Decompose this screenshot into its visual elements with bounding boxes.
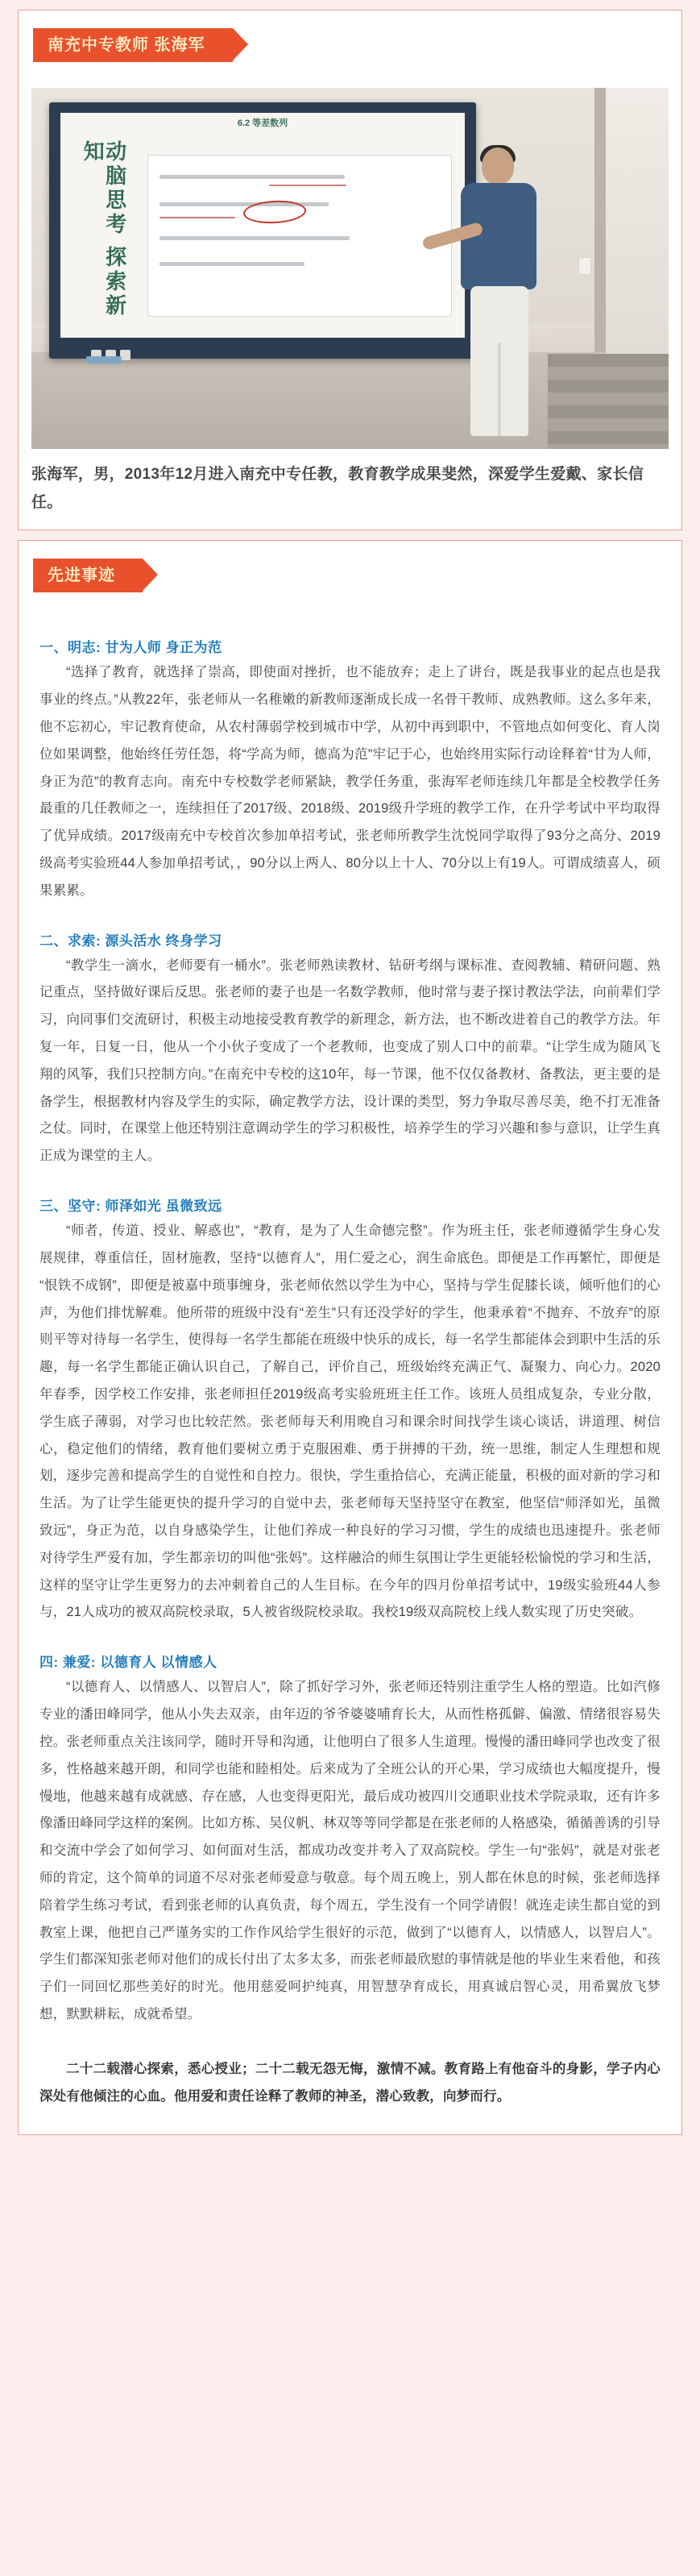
- slide-title: 6.2 等差数列: [237, 118, 288, 128]
- board-pen-tray: [86, 356, 122, 364]
- deeds-article: [19, 607, 681, 2134]
- title-ribbon-wrap: [19, 10, 681, 77]
- closing-paragraph: 二十二载潜心探索，悉心授业；二十二载无怨无悔，激情不减。教育路上有他奋斗的身影，学子内心深处有他倾注的心血。他用爱和责任诠释了教师的神圣，潜心致教，向梦而行。: [39, 2061, 661, 2104]
- photo-caption: 张海军，男，2013年12月进入南充中专任教，教育教学成果斐然，深爱学生爱戴、家长信任。: [31, 466, 644, 512]
- teacher-figure: [451, 147, 548, 449]
- teacher-head: [482, 147, 514, 185]
- profile-card: [18, 10, 682, 530]
- photo-stairs: [548, 354, 669, 449]
- deeds-ribbon-wrap: [19, 541, 681, 607]
- deeds-section-ribbon: 先进事迹: [33, 559, 143, 592]
- photo-block: [19, 77, 681, 530]
- section-heading-4: 四: 兼爱: 以德育人 以情感人: [39, 1655, 217, 1671]
- section-paragraph-3: “师者，传道、授业、解惑也”，“教育，是为了人生命德完整”。作为班主任，张老师遵循学生身心发展规律，尊重信任，固材施教，坚持“以德育人”，用仁爱之心，润生命底色。即便是工作再繁忙，即便是“恨铁不成钢”，即便是被嘉中琐事缠身，张老师依然以学生为中心，坚持与学生促膝长谈，倾听他们的心声，为他们排忧解难。他所带的班级中没有“差生”只有还没学好的学生，他秉承着“不抛弃、不放弃”的原则平等对待每一名学生，使得每一名学生都能在班级中快乐的成长，每一名学生都能体会到职中生活的乐趣，每一名学生都能正确认识自己，了解自己，评价自己，班级始终充满正气、凝聚力、向心力。2020年春季，因学校工作安排，张老师担任2019级高考实验班班主任工作。该班人员组成复杂，专业分散，学生底子薄弱，对学习也比较茫然。张老师每天利用晚自习和课余时间找学生谈心谈话，讲道理、树信心，稳定他们的情绪，教育他们要树立勇于克服困难、勇于拼搏的干劲，统一思维，制定人生理想和规划，逐步完善和提高学生的自觉性和自控力。很快，学生重拾信心，充满正能量，积极的面对新的学习和生活。为了让学生能更快的提升学习的自觉中去，张老师每天坚持坚守在教室，他坚信“师泽如光，虽微致远”，身正为范，以自身感染学生，让他们养成一种良好的学习习惯，学生的成绩也迅速提升。张老师对待学生严爱有加，学生都亲切的叫他“张妈”。这样融洽的师生氛围让学生更能轻松愉悦的学习和生活，这样的坚守让学生更努力的去冲刺着自己的人生目标。在今年的四月份单招考试中，19级实验班44人参与，21人成功的被双高院校录取，5人被省级院校录取。我校19级双高院校上线人数实现了历史突破。: [39, 1224, 661, 1620]
- section-heading-3: 三、坚守: 师泽如光 虽微致远: [39, 1199, 222, 1215]
- section-paragraph-1: “选择了教育，就选择了崇高，即使面对挫折，也不能放弃；走上了讲台，既是我事业的起点也是我事业的终点。”从教22年，张老师从一名稚嫩的新教师逐渐成长成一名骨干教师、成熟教师。这么多年来，他不忘初心，牢记教育使命，从农村薄弱学校到城市中学，从初中再到职中，不管地点如何变化、育人岗位如果调整，他始终任劳任怨，将“学高为师，德高为范”牢记于心，也始终用实际行动诠释着“甘为人师，身正为范”的教育志向。南充中专校数学老师紧缺，教学任务重，张海军老师连续几年都是全校教学任务最重的几任教师之一，连续担任了2017级、2018级、2019级升学班的教学工作，在升学考试中平均取得了优异成绩。2017级南充中专校首次参加单招考试，张老师所教学生沈悦同学取得了93分之高分、2019级高考实验班44人参加单招考试，，90分以上两人、80分以上十人、70分以上有19人。可谓成绩喜人，硕果累累。: [39, 665, 661, 898]
- teacher-trousers: [470, 286, 528, 436]
- slide-text-panel: [147, 155, 452, 317]
- slide-text-line: [159, 262, 304, 266]
- slide-vertical-heading: 动脑思考 探索新知: [81, 140, 127, 319]
- photo-door: [606, 88, 669, 372]
- classroom-photo: [31, 88, 669, 449]
- slide-underline: [269, 185, 346, 186]
- slide-underline: [159, 217, 235, 218]
- section-paragraph-2: “教学生一滴水，老师要有一桶水”。张老师熟读教材、钻研考纲与课标准、查阅教辅、精研问题、熟记重点，坚持做好课后反思。张老师的妻子也是一名数学教师，他时常与妻子探讨教法学法，向前辈们学习，向同事们交流研讨，积极主动地接受教育教学的新理念，新方法，也不断改进着自己的教学方法。年复一年，日复一日，他从一个小伙子变成了一个老教师，也变成了别人口中的前辈。“让学生成为随风飞翔的风筝，我们只控制方向。”在南充中专校的这10年，每一节课，他不仅仅备教材、备教法，更主要的是备学生，根据教材内容及学生的实际，确定教学方法，设计课的类型，努力争取尽善尽美，绝不打无准备之仗。同时，在课堂上他还特别注意调动学生的学习积极性，培养学生的学习兴趣和参与意识，让学生真正成为课堂的主人。: [39, 958, 661, 1164]
- section-heading-1: 一、明志: 甘为人师 身正为范: [39, 640, 222, 656]
- slide-text-line: [159, 175, 345, 179]
- teacher-shirt: [461, 183, 536, 289]
- smart-board-screen: [60, 113, 465, 338]
- teacher-title-ribbon: 南充中专教师 张海军: [33, 28, 233, 62]
- photo-light-switch: [578, 257, 591, 275]
- photo-door-frame: [594, 88, 606, 352]
- section-heading-2: 二、求索: 源头活水 终身学习: [39, 933, 222, 949]
- deeds-card: [18, 540, 682, 2135]
- slide-text-line: [159, 236, 350, 240]
- smart-board: [49, 102, 476, 359]
- section-paragraph-4: “以德育人、以情感人、以智启人”，除了抓好学习外，张老师还特别注重学生人格的塑造。比如汽修专业的潘田峰同学，他从小失去双亲，由年迈的爷爷婆婆哺育长大，从而性格孤僻、偏激、情绪很容易失控。张老师重点关注该同学，随时开导和沟通，让他明白了很多人生道理。慢慢的潘田峰同学也改变了很多，性格越来越开朗，和同学也能和睦相处。后来成为了全班公认的开心果，学习成绩也大幅度提升，慢慢地，他越来越有成就感、存在感，人也变得更阳光，最后成功被四川交通职业技术学院录取，还有许多像潘田峰同学这样的案例。比如方栋、吴仪帆、林双等等同学都是在张老师的人格感染，循循善诱的引导和交流中学会了如何学习、如何面对生活，都成功改变并考入了双高院校。学生一句“张妈”，就是对张老师的肯定，这个简单的词道不尽对张老师爱意与敬意。每个周五晚上，别人都在休息的时候，张老师选择陪着学生练习考试，看到张老师的认真负责，每个周五，学生没有一个同学请假！就连走读生都自觉的到教室上课，他把自己严谨务实的工作作风给学生很好的示范，做到了“以德育人，以情感人，以智启人”。学生们都深知张老师对他们的成长付出了太多太多，而张老师最欣慰的事情就是他的毕业生来看他，和孩子们一同回忆那些美好的时光。他用慈爱呵护纯真，用智慧孕育成长，用真诚启智心灵，用希翼放飞梦想，默默耕耘，成就希望。: [39, 1680, 661, 2022]
